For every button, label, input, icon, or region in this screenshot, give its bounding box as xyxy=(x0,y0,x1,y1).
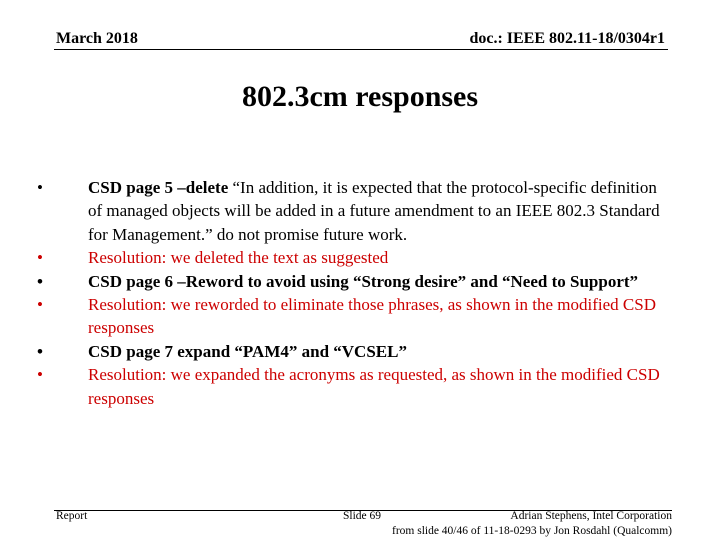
bullet-text: Resolution: we expanded the acronyms as requested, as shown in the modified CSD responses xyxy=(88,365,660,408)
bullet-item xyxy=(30,340,662,363)
header-date: March 2018 xyxy=(56,30,138,47)
slide-number: Slide 69 xyxy=(343,510,382,522)
bullet-item xyxy=(30,363,662,410)
bullet-text: CSD page 6 –Reword to avoid using “Strong desire” and “Need to Support” xyxy=(88,271,639,291)
header-divider xyxy=(54,49,668,50)
bullet-text xyxy=(88,176,662,246)
bullet-item xyxy=(30,246,662,269)
bullet-item xyxy=(30,293,662,340)
bullet-text: CSD page 7 expand “PAM4” and “VCSEL” xyxy=(88,341,407,361)
footer-author: Adrian Stephens, Intel Corporation xyxy=(510,510,672,522)
header-doc-id: doc.: IEEE 802.11-18/0304r1 xyxy=(469,30,665,47)
bullet-marker: • xyxy=(37,271,43,291)
bullet-marker: • xyxy=(37,295,43,315)
footer-source: from slide 40/46 of 11-18-0293 by Jon Rosdahl (Qualcomm) xyxy=(391,525,672,537)
bullet-text: Resolution: we deleted the text as suggested xyxy=(88,248,389,268)
footer-label: Report xyxy=(56,510,88,522)
bullet-text: Resolution: we reworded to eliminate those phrases, as shown in the modified CSD responses xyxy=(88,295,656,338)
bullet-item xyxy=(30,270,662,293)
footer-credits xyxy=(392,509,672,539)
bullet-marker: • xyxy=(37,365,43,385)
bullet-list xyxy=(30,176,662,410)
bullet-marker: • xyxy=(37,178,43,197)
slide-title: 802.3cm responses xyxy=(241,80,479,113)
bullet-marker: • xyxy=(37,341,43,361)
bullet-rest: “In addition, it is expected that the protocol-specific definition of managed objects will be added in a future amendment to an IEEE 802.3 Standard for Management.” do not promise future work. xyxy=(88,178,660,244)
bullet-lead: CSD page 5 –delete xyxy=(88,178,233,197)
bullet-item xyxy=(30,176,662,246)
bullet-marker: • xyxy=(37,248,43,268)
